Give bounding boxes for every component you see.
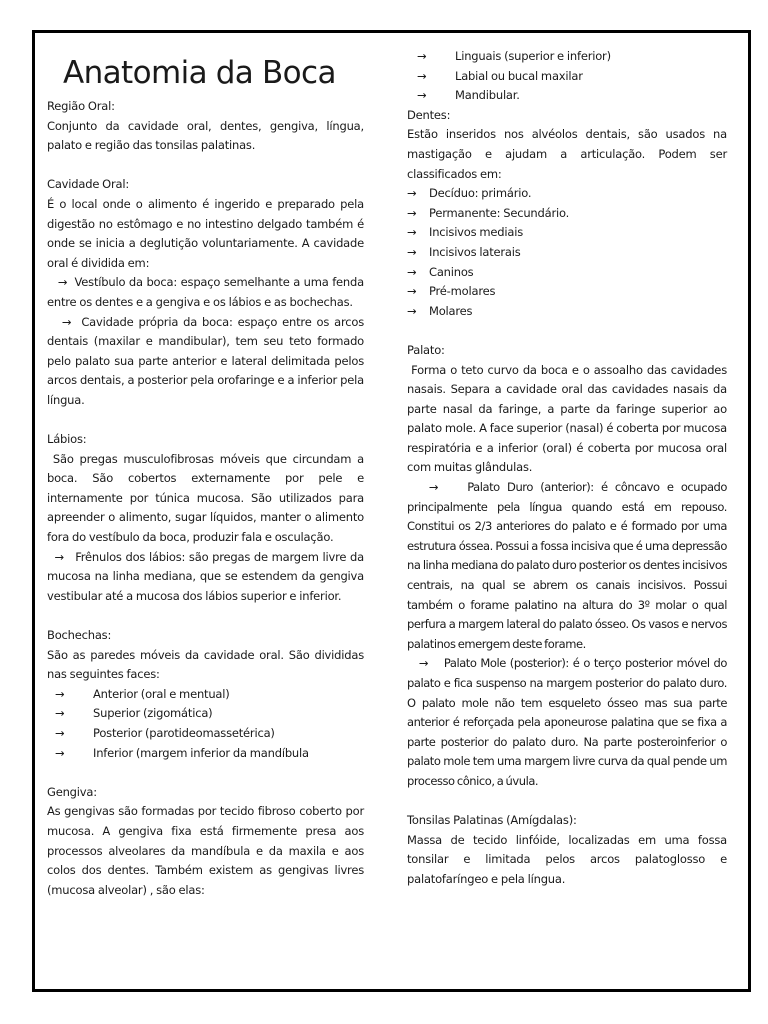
section-heading: Tonsilas Palatinas (Amígdalas): <box>407 813 577 828</box>
left-column <box>47 53 364 989</box>
list-item-text: Anterior (oral e mentual) <box>93 686 230 701</box>
section-heading: Cavidade Oral: <box>47 177 130 192</box>
arrow-icon: → <box>407 284 417 299</box>
list-item <box>407 86 727 106</box>
section-heading: Lábios: <box>47 432 87 447</box>
arrow-icon: → <box>417 88 427 103</box>
bullet-text: Cavidade própria da boca: espaço entre os arcos dentais (maxilar e mandibular), tem seu teto formado pelo palato sua parte anterior e lateral delimitada pelos arcos dentais, a posterior pela orofaringe e a inferior pela língua. <box>47 314 365 407</box>
list-item <box>47 724 364 744</box>
list-item-text: Posterior (parotideomassetérica) <box>93 726 275 740</box>
bullet-paragraph <box>47 548 364 607</box>
section-gengiva <box>47 783 364 901</box>
section-regiao-oral <box>47 97 364 156</box>
arrow-icon: → <box>407 303 417 318</box>
arrow-icon: → <box>418 656 429 671</box>
section-tonsilas <box>407 811 727 889</box>
section-heading: Gengiva: <box>47 784 97 799</box>
list-item <box>407 282 727 302</box>
section-dentes <box>407 106 727 322</box>
list-item <box>407 67 727 87</box>
list-item <box>407 204 727 224</box>
page-title: Anatomia da Boca <box>63 55 336 91</box>
arrow-icon: → <box>417 49 427 63</box>
list-item <box>47 744 364 764</box>
arrow-icon: → <box>407 264 417 279</box>
list-item-text: Decíduo: primário. <box>429 186 532 201</box>
list-item-text: Incisivos mediais <box>429 225 523 240</box>
arrow-icon: → <box>55 706 65 721</box>
section-palato <box>407 341 727 792</box>
list-item <box>407 302 727 322</box>
bullet-text: Vestíbulo da boca: espaço semelhante a uma fenda entre os dentes e a gengiva e os lábios e as bochechas. <box>47 275 364 309</box>
bullet-text: Frênulos dos lábios: são pregas de margem livre da mucosa na linha mediana, que se estendem da gengiva vestibular até a mucosa dos lábios superior e inferior. <box>47 549 364 603</box>
list-item-text: Pré-molares <box>429 284 496 299</box>
arrow-icon: → <box>57 275 68 290</box>
section-text: Massa de tecido linfóide, localizadas em uma fossa tonsilar e limitada pelos arcos palatoglosso e palatofaríngeo e pela língua. <box>407 832 727 886</box>
list-item-text: Permanente: Secundário. <box>429 205 570 220</box>
list-item <box>407 47 727 67</box>
section-cavidade-oral <box>47 175 364 410</box>
list-item-text: Molares <box>429 303 473 318</box>
bullet-text: Palato Mole (posterior): é o terço posterior móvel do palato e fica suspenso na margem posterior do palato duro. O palato mole não tem esqueleto ósseo mas sua parte anterior é reforçada pela aponeurose palatina que se fixa a parte posterior do palato duro. Na parte posteroinferior o palato mole tem uma margem livre curva da qual pende um processo cônico, a úvula. <box>407 656 727 788</box>
page-frame <box>32 30 751 992</box>
list-item <box>47 704 364 724</box>
gengiva-list-continued <box>407 47 727 106</box>
arrow-icon: → <box>55 726 65 740</box>
section-text: Estão inseridos nos alvéolos dentais, são usados na mastigação e ajudam a articulação. Podem ser classificados em: <box>407 127 727 181</box>
list-item <box>407 243 727 263</box>
arrow-icon: → <box>55 686 65 701</box>
list-item-text: Mandibular. <box>455 88 520 103</box>
bullet-text: Palato Duro (anterior): é côncavo e ocupado principalmente pela língua quando está em repouso. Constitui os 2/3 anteriores do palato e é formado por uma estrutura óssea. Possui a fossa incisiva que é uma depressão na linha mediana do palato duro posterior os dentes incisivos centrais, na qual se abrem os canais incisivos. Possui também o forame palatino na altura do 3º molar o qual perfura a margem lateral do palato ósseo. Os vasos e nervos palatinos emergem deste forame. <box>407 480 727 651</box>
list-item-text: Linguais (superior e inferior) <box>455 49 611 63</box>
section-heading: Dentes: <box>407 107 451 122</box>
list-item-text: Superior (zigomática) <box>93 706 213 721</box>
section-text <box>407 361 727 479</box>
arrow-icon: → <box>55 745 65 760</box>
list-item <box>407 184 727 204</box>
section-text: É o local onde o alimento é ingerido e preparado pela digestão no estômago e no intestino delgado também é onde se inicia a deglutição voluntariamente. A cavidade oral é dividida em: <box>47 196 364 270</box>
arrow-icon: → <box>407 186 417 201</box>
bullet-paragraph <box>407 654 727 791</box>
list-item-text: Incisivos laterais <box>429 244 521 259</box>
section-text-content: Forma o teto curvo da boca e o assoalho das cavidades nasais. Separa a cavidade oral das cavidades nasais da parte nasal da faringe, a parte da faringe superior ao palato mole. A face superior (nasal) é coberta por mucosa respiratória e a inferior (oral) é coberta por mucosa oral com muitas glândulas. <box>407 362 727 475</box>
arrow-icon: → <box>428 480 439 495</box>
bullet-paragraph <box>407 478 727 654</box>
arrow-icon: → <box>417 68 427 83</box>
section-heading: Palato: <box>407 342 445 357</box>
section-labios <box>47 430 364 606</box>
bullet-paragraph <box>47 273 364 312</box>
right-column <box>407 47 727 989</box>
section-text: São as paredes móveis da cavidade oral. São divididas nas seguintes faces: <box>47 647 364 682</box>
section-heading: Região Oral: <box>47 99 115 113</box>
arrow-icon: → <box>407 244 417 259</box>
arrow-icon: → <box>61 314 72 329</box>
list-item <box>407 263 727 283</box>
list-item-text: Labial ou bucal maxilar <box>455 68 583 83</box>
section-text: Conjunto da cavidade oral, dentes, gengiva, língua, palato e região das tonsilas palatinas. <box>47 118 364 153</box>
section-bochechas <box>47 626 364 763</box>
section-text-content: São pregas musculofibrosas móveis que circundam a boca. São cobertos externamente por pele e internamente por túnica mucosa. São utilizados para apreender o alimento, sugar líquidos, manter o alimento fora do vestíbulo da boca, produzir fala e osculação. <box>47 451 364 545</box>
list-item <box>407 223 727 243</box>
section-text: As gengivas são formadas por tecido fibroso coberto por mucosa. A gengiva fixa está firmemente presa aos processos alveolares da mandíbula e da maxila e aos colos dos dentes. Também existem as gengivas livres (mucosa alveolar) , são elas: <box>47 804 364 897</box>
arrow-icon: → <box>407 225 417 240</box>
list-item <box>47 685 364 705</box>
section-text <box>47 450 364 548</box>
section-heading: Bochechas: <box>47 628 112 643</box>
arrow-icon: → <box>54 549 64 564</box>
list-item-text: Inferior (margem inferior da mandíbula <box>93 745 309 760</box>
arrow-icon: → <box>407 205 417 220</box>
bullet-paragraph <box>47 313 364 411</box>
list-item-text: Caninos <box>429 264 474 279</box>
